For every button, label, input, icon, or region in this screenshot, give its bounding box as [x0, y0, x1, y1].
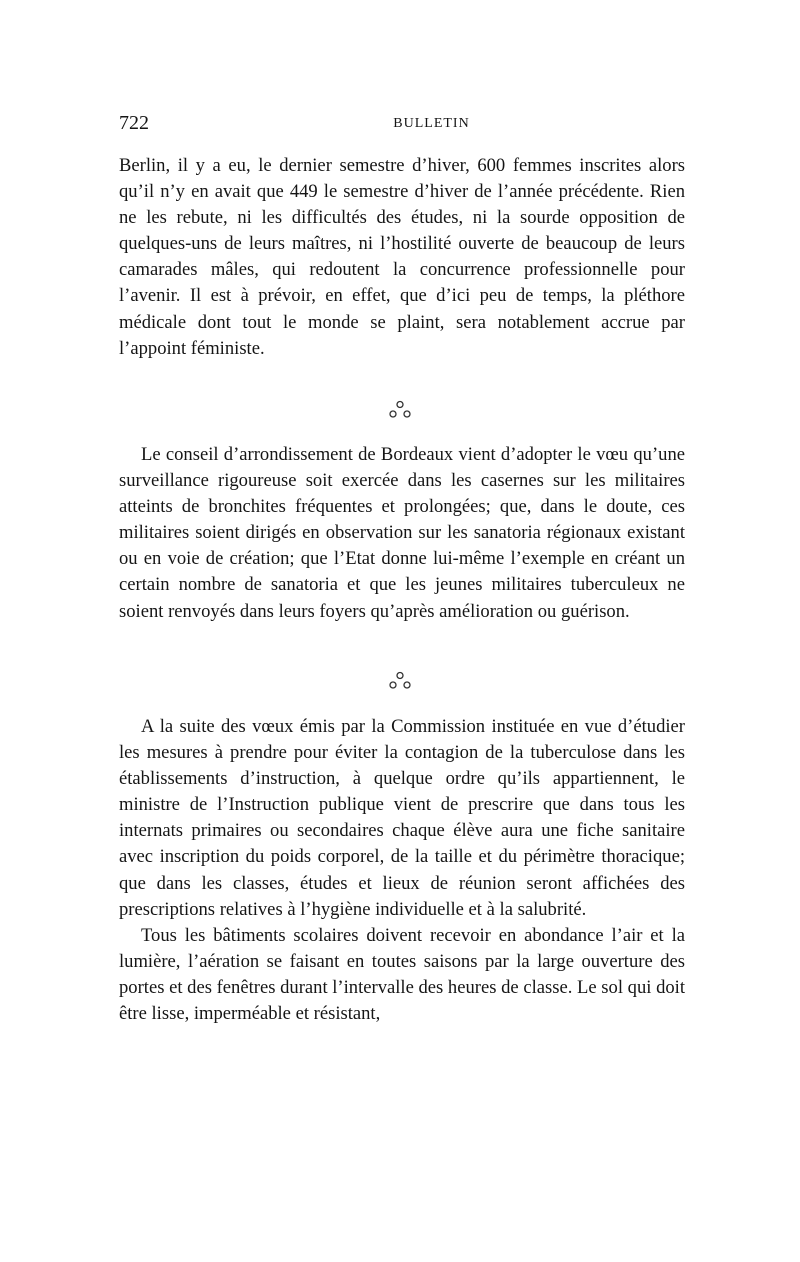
text-block-berlin	[119, 153, 685, 362]
three-circles-ornament-icon	[380, 670, 420, 694]
three-circles-ornament-icon	[380, 399, 420, 423]
text-block-bordeaux	[119, 442, 685, 625]
paragraph-bordeaux: Le conseil d’arrondissement de Bordeaux vient d’adopter le vœu qu’une surveillance rigoureuse soit exercée dans les casernes sur les militaires atteints de bronchites fréquentes et prolongées; que, dans le doute, ces militaires soient dirigés en observation sur les sanatoria régionaux existant ou en voie de création; que l’Etat donne lui-même l’exemple en créant un certain nombre de sanatoria et que les jeunes militaires tuberculeux ne soient renvoyés dans leurs foyers qu’après amélioration ou guérison.	[119, 444, 685, 622]
text-block-instruction	[119, 714, 685, 1027]
section-separator	[380, 670, 420, 694]
journal-title: BULLETIN	[393, 116, 470, 131]
section-separator	[380, 399, 420, 423]
paragraph-batiments: Tous les bâtiments scolaires doivent recevoir en abondance l’air et la lumière, l’aération se faisant en toutes saisons par la large ouverture des portes et des fenêtres durant l’intervalle des heures de classe. Le sol qui doit être lisse, imperméable et résistant,	[119, 924, 685, 1025]
running-head	[119, 112, 684, 136]
paragraph-instruction: A la suite des vœux émis par la Commission instituée en vue d’étudier les mesures à prendre pour éviter la contagion de la tuberculose dans les établissements d’instruction, à quelque ordre qu’ils appartiennent, le ministre de l’Instruction publique vient de prescrire que dans tous les internats primaires ou secondaires chaque élève aura une fiche sanitaire avec inscription du poids corporel, de la taille et du périmètre thoracique; que dans les classes, études et lieux de réunion seront affichées des prescriptions relatives à l’hygiène individuelle et à la salubrité.	[119, 716, 685, 920]
paragraph-berlin: Berlin, il y a eu, le dernier semestre d’hiver, 600 femmes inscrites alors qu’il n’y en avait que 449 le semestre d’hiver de l’année précédente. Rien ne les rebute, ni les difficultés des études, ni la sourde opposition de quelques-uns de leurs maîtres, ni l’hostilité ouverte de beaucoup de leurs camarades mâles, qui redoutent la concurrence professionnelle pour l’avenir. Il est à prévoir, en effet, que d’ici peu de temps, la pléthore médicale dont tout le monde se plaint, sera notablement accrue par l’appoint féministe.	[119, 155, 685, 359]
page-number: 722	[119, 112, 149, 134]
